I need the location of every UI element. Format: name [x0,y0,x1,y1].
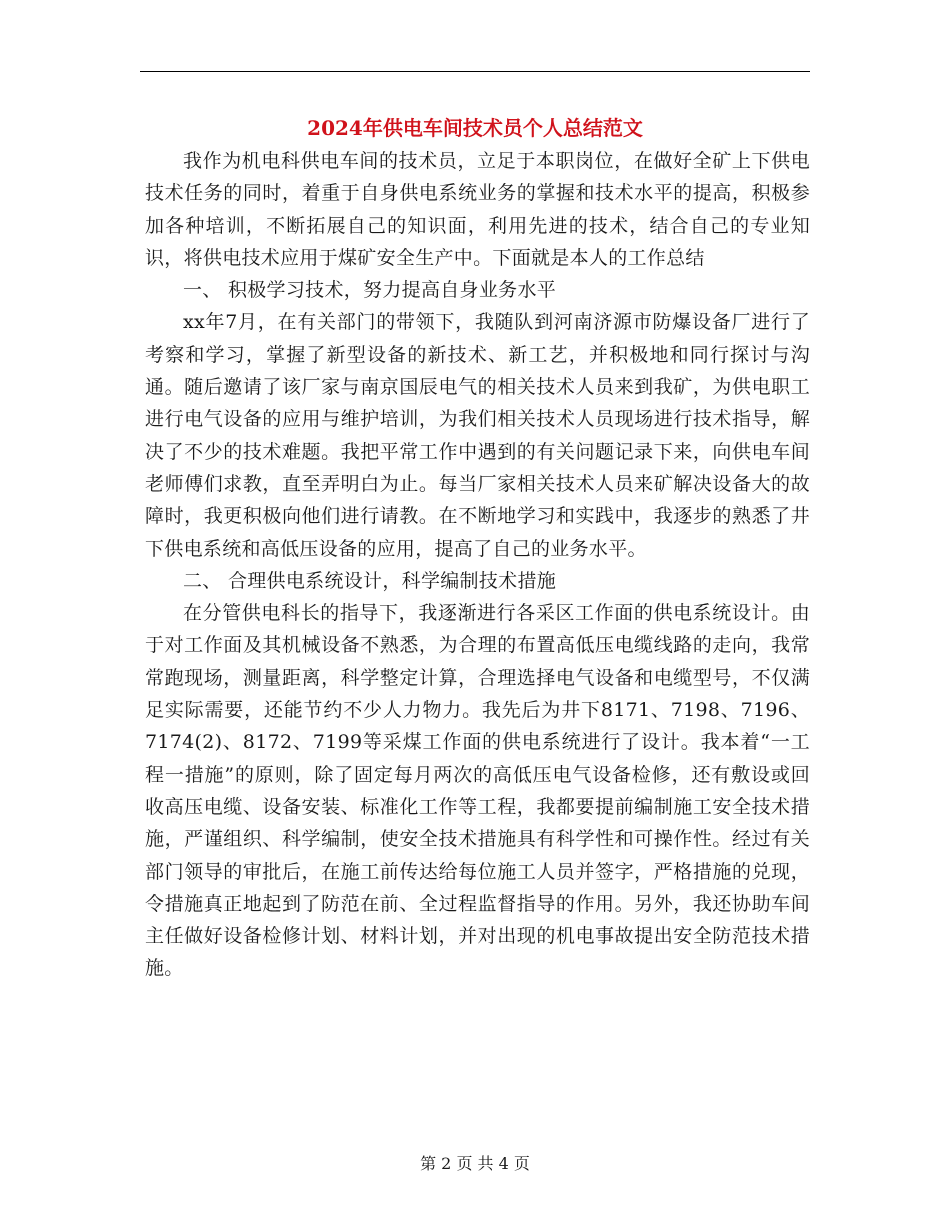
header-rule [140,71,810,72]
section-heading-1: 一、 积极学习技术，努力提高自身业务水平 [183,279,557,302]
section-2-paragraph: 在分管供电科长的指导下，我逐渐进行各采区工作面的供电系统设计。由于对工作面及其机械设备不熟悉，为合理的布置高低压电缆线路的走向，我常常跑现场，测量距离，科学整定计算，合理选择电气设备和电缆型号，不仅满足实际需要，还能节约不少人力物力。我先后为井下8171、7198、7196、7174(2)、8172、7199等采煤工作面的供电系统进行了设计。我本着“一工程一措施”的原则，除了固定每月两次的高低压电气设备检修，还有敷设或回收高压电缆、设备安装、标准化工作等工程，我都要提前编制施工安全技术措施，严谨组织、科学编制，使安全技术措施具有科学性和可操作性。经过有关部门领导的审批后，在施工前传达给每位施工人员并签字，严格措施的兑现，令措施真正地起到了防范在前、全过程监督指导的作用。另外，我还协助车间主任做好设备检修计划、材料计划，并对出现的机电事故提出安全防范技术措施。 [145,602,810,980]
document-body [145,145,810,985]
intro-paragraph: 我作为机电科供电车间的技术员，立足于本职岗位，在做好全矿上下供电技术任务的同时，着重于自身供电系统业务的掌握和技术水平的提高，积极参加各种培训，不断拓展自己的知识面，利用先进的技术，结合自己的专业知识，将供电技术应用于煤矿安全生产中。下面就是本人的工作总结 [145,150,810,269]
page-number-footer: 第 2 页 共 4 页 [420,1154,530,1173]
document-title: 2024年供电车间技术员个人总结范文 [307,116,643,140]
section-1-paragraph: xx年7月，在有关部门的带领下，我随队到河南济源市防爆设备厂进行了考察和学习，掌握了新型设备的新技术、新工艺，并积极地和同行探讨与沟通。随后邀请了该厂家与南京国辰电气的相关技术人员来到我矿，为供电职工进行电气设备的应用与维护培训，为我们相关技术人员现场进行技术指导，解决了不少的技术难题。我把平常工作中遇到的有关问题记录下来，向供电车间老师傅们求教，直至弄明白为止。每当厂家相关技术人员来矿解决设备大的故障时，我更积极向他们进行请教。在不断地学习和实践中，我逐步的熟悉了井下供电系统和高低压设备的应用，提高了自己的业务水平。 [145,311,810,560]
section-heading-2: 二、 合理供电系统设计，科学编制技术措施 [183,569,557,592]
